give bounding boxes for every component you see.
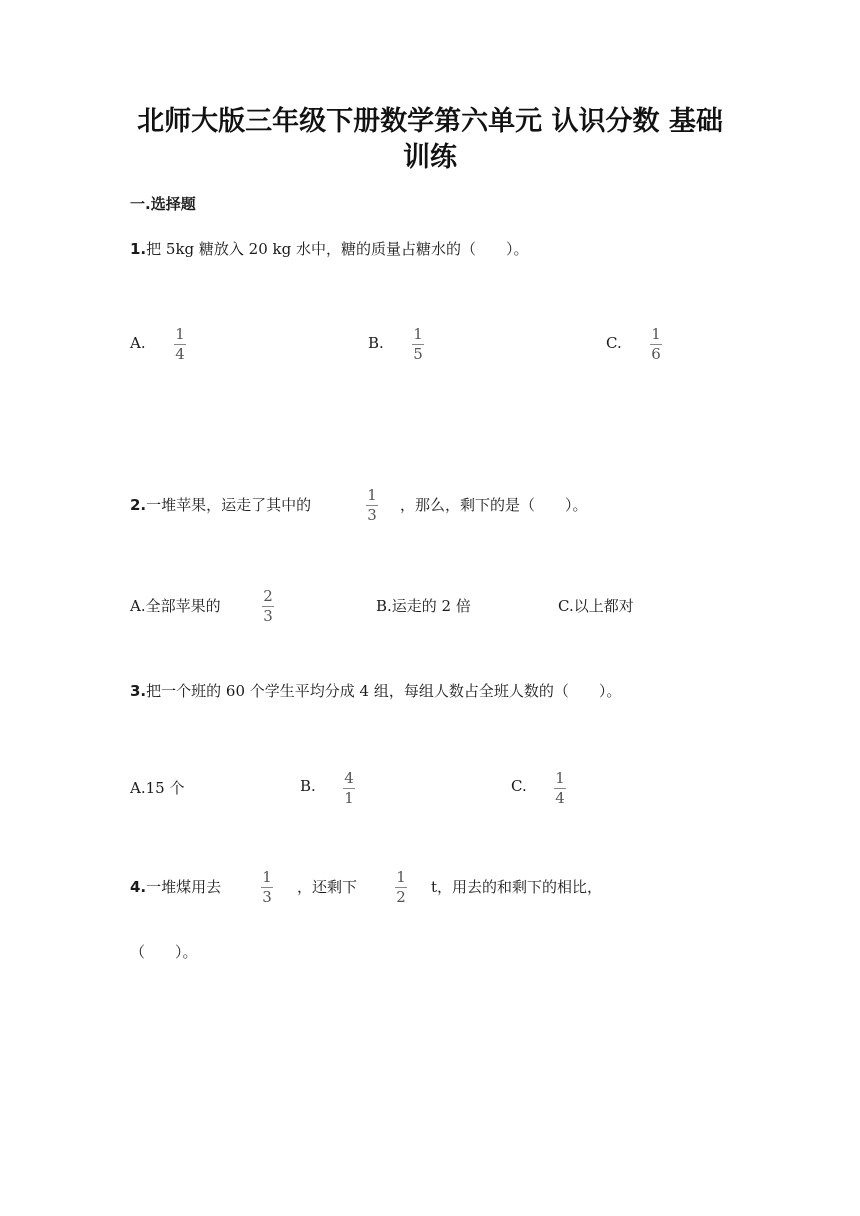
q2-option-a-fraction[interactable]: [262, 588, 274, 625]
q3-option-c-label[interactable]: C.: [511, 777, 527, 795]
numerator: 1: [367, 486, 377, 504]
denominator: 3: [262, 888, 272, 906]
q3-option-b-label[interactable]: B.: [300, 777, 316, 795]
question-number: 3.: [130, 682, 147, 700]
q3-option-c-fraction[interactable]: [554, 770, 566, 807]
q1-option-a-label[interactable]: A.: [130, 334, 146, 352]
numerator: 1: [262, 868, 272, 886]
q2-option-b[interactable]: B.运走的 2 倍: [376, 597, 471, 615]
question-text: 把 5kg 糖放入 20 kg 水中，糖的质量占糖水的（ ）。: [146, 240, 529, 258]
numerator: 4: [344, 769, 354, 787]
title-line-1: 北师大版三年级下册数学第六单元 认识分数 基础: [137, 106, 723, 137]
question-2: [130, 494, 311, 515]
denominator: 3: [263, 607, 273, 625]
q2-option-a-label[interactable]: A.全部苹果的: [130, 597, 221, 615]
q3-option-a[interactable]: A.15 个: [130, 779, 185, 797]
question-number: 4.: [130, 878, 147, 896]
denominator: 6: [651, 345, 661, 363]
title-line-2: 训练: [403, 142, 457, 173]
q2-inline-fraction: [366, 487, 378, 524]
q1-option-c-label[interactable]: C.: [606, 334, 622, 352]
denominator: 2: [396, 888, 406, 906]
question-4: [130, 876, 221, 897]
denominator: 5: [413, 345, 423, 363]
numerator: 1: [175, 325, 185, 343]
q1-option-b-fraction[interactable]: [412, 326, 424, 363]
question-1: [130, 238, 529, 259]
question-text: 把一个班的 60 个学生平均分成 4 组，每组人数占全班人数的（ ）。: [146, 682, 622, 700]
q1-option-c-fraction[interactable]: [650, 326, 662, 363]
q4-fraction-remaining: [395, 869, 407, 906]
question-number: 2.: [130, 496, 147, 514]
numerator: 2: [263, 587, 273, 605]
question-text-after: t，用去的和剩下的相比，: [431, 878, 603, 896]
q3-option-b-fraction[interactable]: [343, 770, 355, 807]
question-number: 1.: [130, 240, 147, 258]
numerator: 1: [396, 868, 406, 886]
question-3: [130, 680, 621, 701]
q2-option-c[interactable]: C.以上都对: [558, 597, 634, 615]
q1-option-a-fraction[interactable]: [174, 326, 186, 363]
question-text-mid: ，还剩下: [297, 878, 358, 896]
denominator: 4: [175, 345, 185, 363]
denominator: 1: [344, 789, 354, 807]
denominator: 4: [555, 789, 565, 807]
numerator: 1: [555, 769, 565, 787]
numerator: 1: [413, 325, 423, 343]
q1-option-b-label[interactable]: B.: [368, 334, 384, 352]
section-heading: 一.选择题: [130, 195, 196, 213]
denominator: 3: [367, 506, 377, 524]
question-text-after: ，那么，剩下的是（ ）。: [400, 496, 588, 514]
numerator: 1: [651, 325, 661, 343]
q4-fraction-used: [261, 869, 273, 906]
question-text-before: 一堆煤用去: [146, 878, 222, 896]
answer-blank[interactable]: （ ）。: [130, 943, 198, 961]
page-title: [100, 104, 760, 176]
question-text-before: 一堆苹果，运走了其中的: [146, 496, 312, 514]
